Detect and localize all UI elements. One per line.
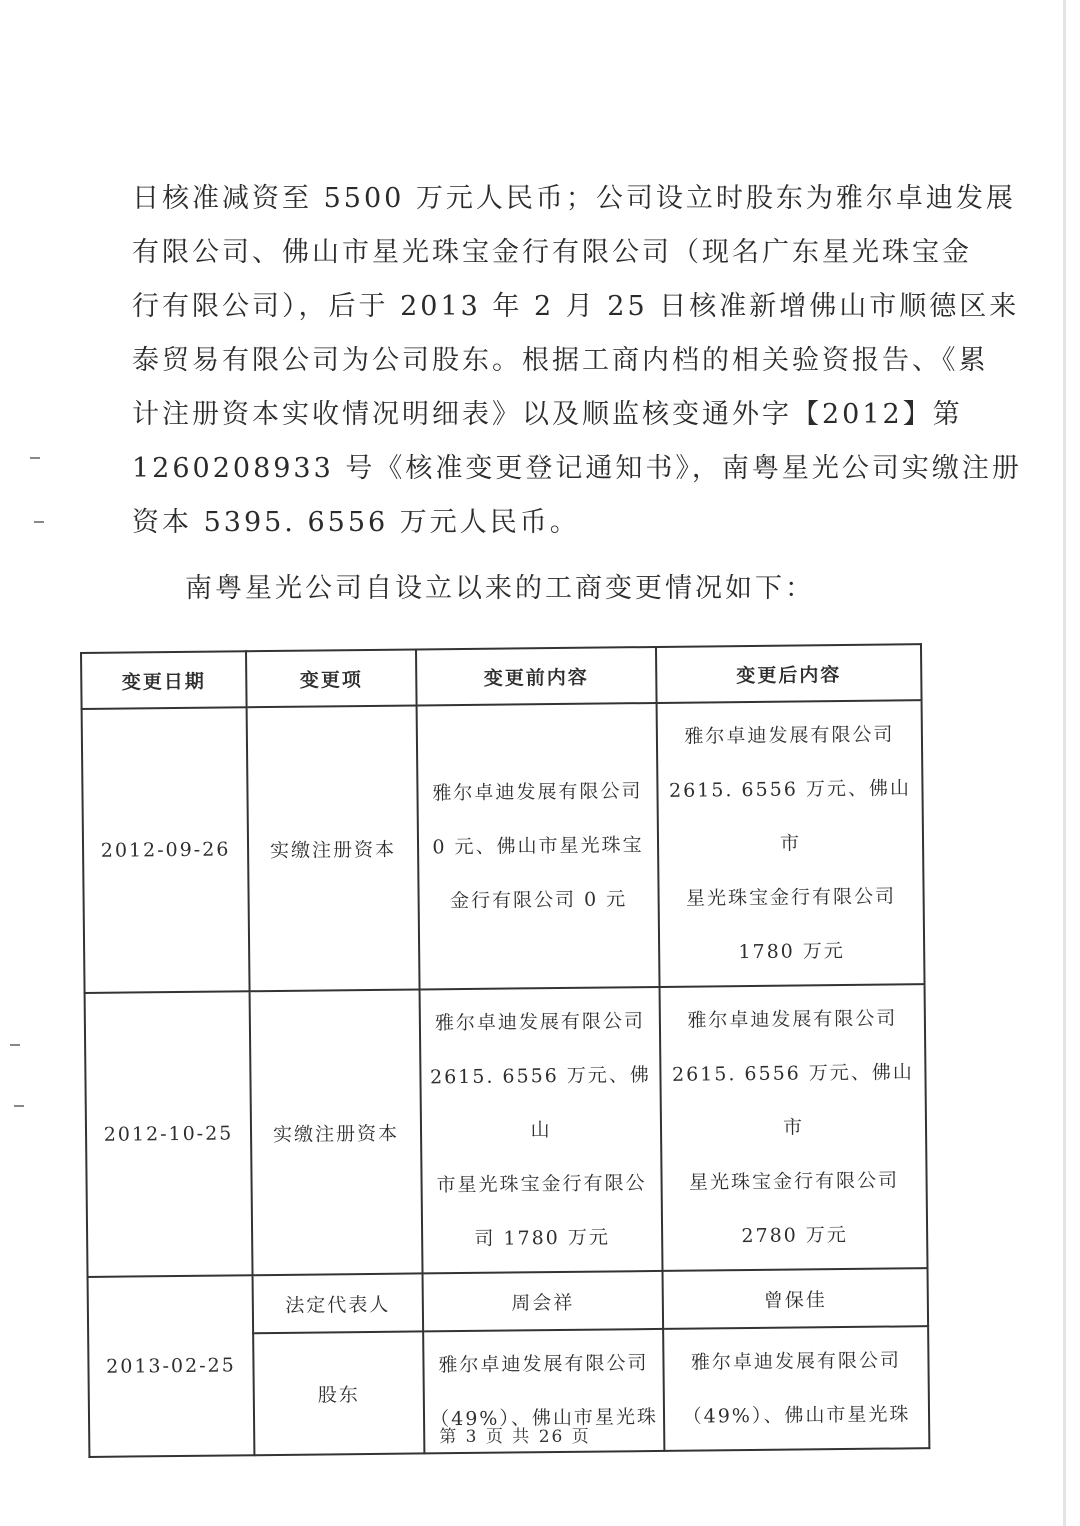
table-row bbox=[82, 700, 925, 993]
cell-line: 2615. 6556 万元、佛山 bbox=[429, 1064, 651, 1142]
cell-line: 雅尔卓迪发展有限公司 bbox=[438, 1352, 649, 1377]
scan-edge-shadow bbox=[1063, 0, 1066, 1526]
page-number: 第 3 页 共 26 页 bbox=[439, 1427, 591, 1447]
change-date-cell: 2012-10-25 bbox=[85, 991, 253, 1277]
cell-line: （49%）、佛山市星光珠 bbox=[682, 1403, 911, 1428]
table-header-row bbox=[81, 644, 922, 709]
after-content-cell bbox=[660, 984, 928, 1271]
cell-line: 星光珠宝金行有限公司 bbox=[685, 885, 897, 910]
before-content-cell bbox=[420, 987, 663, 1273]
scan-margin-mark bbox=[34, 521, 44, 523]
after-content-cell: 曾保佳 bbox=[663, 1268, 929, 1329]
header-after-content: 变更后内容 bbox=[656, 644, 922, 703]
change-item-cell: 实缴注册资本 bbox=[247, 705, 420, 991]
body-paragraph-1 bbox=[132, 172, 1022, 550]
cell-line: 0 元、佛山市星光珠宝 bbox=[432, 834, 644, 859]
table-row bbox=[85, 984, 928, 1277]
after-content-cell bbox=[657, 700, 925, 987]
table-row bbox=[88, 1268, 929, 1335]
cell-line: 雅尔卓迪发展有限公司 bbox=[690, 1349, 902, 1374]
change-history-table bbox=[80, 643, 930, 1458]
cell-line: 星光珠宝金行有限公司 bbox=[688, 1169, 900, 1194]
change-date-cell: 2012-09-26 bbox=[82, 707, 250, 993]
paragraph-line: 南粤星光公司自设立以来的工商变更情况如下： bbox=[185, 573, 815, 604]
header-before-content: 变更前内容 bbox=[416, 647, 657, 706]
cell-line: 司 1780 万元 bbox=[474, 1226, 610, 1250]
before-content-cell bbox=[417, 703, 660, 989]
cell-line: 雅尔卓迪发展有限公司 bbox=[432, 780, 643, 805]
body-paragraph-2 bbox=[185, 562, 1005, 616]
header-change-item: 变更项 bbox=[246, 649, 417, 707]
cell-line: （49%）、佛山市星光珠 bbox=[430, 1405, 659, 1431]
change-item-cell: 法定代表人 bbox=[253, 1273, 424, 1333]
before-content-cell: 周会祥 bbox=[423, 1271, 664, 1332]
cell-line: 2615. 6556 万元、佛山市 bbox=[668, 777, 911, 855]
change-item-cell: 实缴注册资本 bbox=[250, 989, 423, 1275]
cell-line: 2780 万元 bbox=[741, 1223, 848, 1248]
cell-line: 1780 万元 bbox=[738, 940, 845, 964]
cell-line: 金行有限公司 0 元 bbox=[449, 888, 628, 913]
paragraph-line: 计注册资本实收情况明细表》以及顺监核变通外字【2012】第 bbox=[132, 399, 963, 430]
scan-margin-mark bbox=[30, 457, 40, 459]
paragraph-line: 行有限公司），后于 2013 年 2 月 25 日核准新增佛山市顺德区来 bbox=[132, 291, 1020, 322]
change-item-cell: 股东 bbox=[253, 1331, 424, 1455]
header-change-date: 变更日期 bbox=[81, 651, 247, 709]
paragraph-line: 1260208933 号《核准变更登记通知书》，南粤星光公司实缴注册 bbox=[132, 453, 1022, 484]
paragraph-line: 日核准减资至 5500 万元人民币；公司设立时股东为雅尔卓迪发展 bbox=[132, 183, 1016, 214]
cell-line: 市星光珠宝金行有限公 bbox=[436, 1172, 647, 1197]
paragraph-line: 有限公司、佛山市星光珠宝金行有限公司（现名广东星光珠宝金 bbox=[132, 237, 972, 268]
paragraph-line: 资本 5395. 6556 万元人民币。 bbox=[132, 507, 580, 538]
scan-margin-mark bbox=[10, 1044, 20, 1046]
scan-margin-mark bbox=[14, 1105, 24, 1107]
cell-line: 雅尔卓迪发展有限公司 bbox=[687, 1007, 898, 1032]
change-date-cell: 2013-02-25 bbox=[88, 1275, 255, 1457]
paragraph-line: 泰贸易有限公司为公司股东。根据工商内档的相关验资报告、《累 bbox=[132, 345, 989, 376]
cell-line: 雅尔卓迪发展有限公司 bbox=[684, 723, 895, 748]
cell-line: 雅尔卓迪发展有限公司 bbox=[434, 1010, 646, 1035]
cell-line: 2615. 6556 万元、佛山市 bbox=[671, 1061, 914, 1139]
